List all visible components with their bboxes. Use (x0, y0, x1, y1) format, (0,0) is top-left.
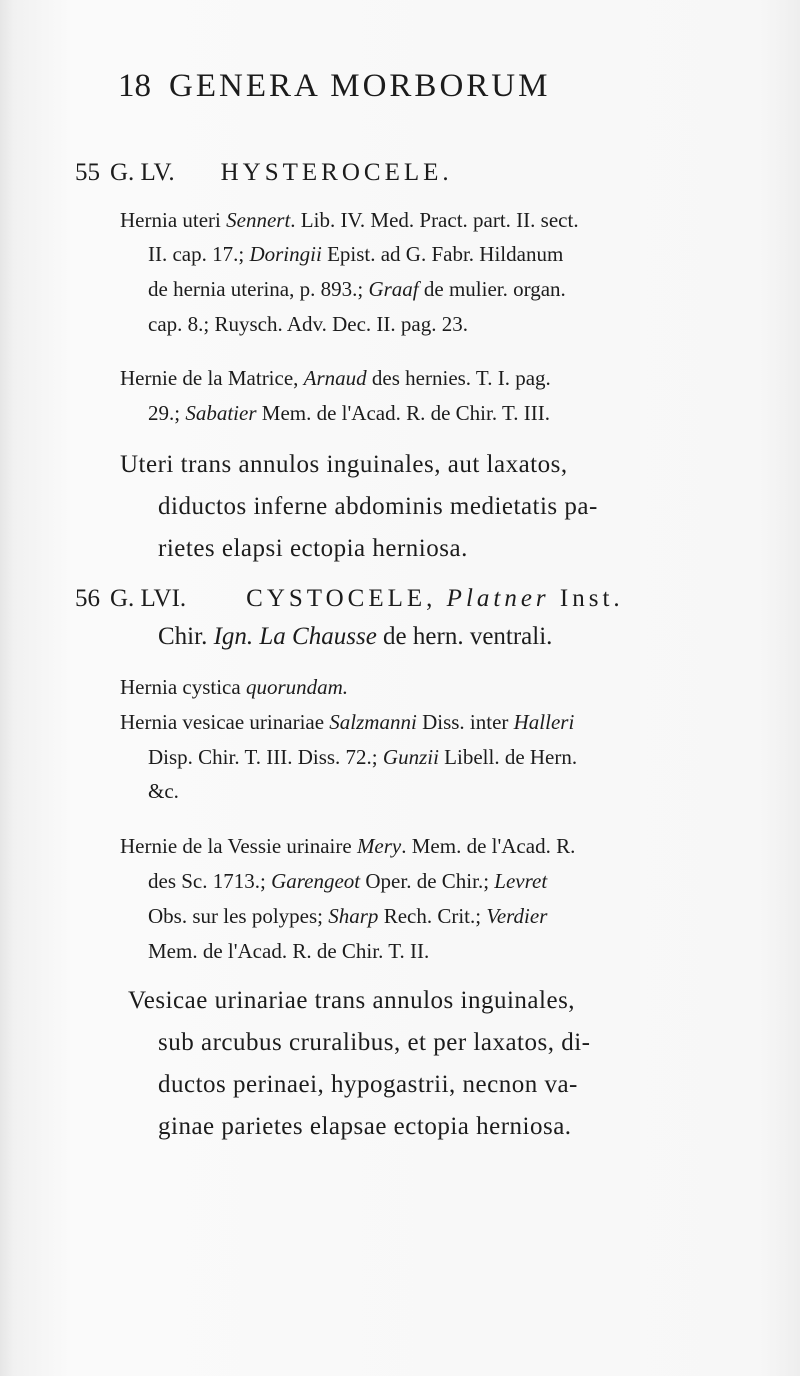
italic-citation: Sennert (226, 208, 291, 232)
italic-citation: Arnaud (303, 366, 367, 390)
synonym-line: II. cap. 17.; Doringii Epist. ad G. Fabr. Hildanum (148, 242, 564, 266)
italic-citation: Ign. La Chausse (213, 623, 377, 650)
synonym-line: &c. (148, 779, 179, 803)
definition-line: diductos inferne abdominis medietatis pa- (158, 493, 598, 520)
genus-name: HYSTEROCELE. (220, 159, 453, 186)
definition-line: ginae parietes elapsae ectopia herniosa. (158, 1113, 572, 1140)
genus-56-heading (75, 586, 624, 611)
italic-citation: Platner (446, 585, 550, 612)
genus-name-continuation: Chir. Ign. La Chausse de hern. ventrali. (158, 623, 553, 650)
synonym-line: Hernia cystica quorundam. (120, 675, 349, 699)
italic-citation: Doringii (249, 242, 322, 266)
italic-citation: Garengeot (271, 869, 361, 893)
definition-line: rietes elapsi ectopia herniosa. (158, 535, 468, 562)
italic-citation: quorundam. (245, 675, 349, 699)
genus-name: CYSTOCELE, Platner Inst. (246, 585, 624, 612)
definition-line: Vesicae urinariae trans annulos inguinales, (128, 987, 576, 1014)
definition-line: sub arcubus cruralibus, et per laxatos, di- (158, 1029, 591, 1056)
definition-line: ductos perinaei, hypogastrii, necnon va- (158, 1071, 578, 1098)
synonym-line: des Sc. 1713.; Garengeot Oper. de Chir.; Levret (148, 869, 548, 893)
synonym-line: Hernie de la Vessie urinaire Mery. Mem. de l'Acad. R. (120, 834, 576, 858)
synonym-line: Hernie de la Matrice, Arnaud des hernies. T. I. pag. (120, 366, 551, 390)
definition-line: Uteri trans annulos inguinales, aut laxatos, (120, 451, 568, 478)
italic-citation: Mery (356, 834, 402, 858)
italic-citation: Sabatier (185, 401, 257, 425)
synonym-line: Obs. sur les polypes; Sharp Rech. Crit.; Verdier (148, 904, 548, 928)
genus-55-heading (75, 160, 453, 185)
italic-citation: Verdier (486, 904, 548, 928)
synonym-line: Hernia uteri Sennert. Lib. IV. Med. Pract. part. II. sect. (120, 208, 579, 232)
italic-citation: Salzmanni (329, 710, 417, 734)
genus-number: 55 (75, 159, 100, 186)
synonym-line: Mem. de l'Acad. R. de Chir. T. II. (148, 939, 430, 963)
synonym-line: Disp. Chir. T. III. Diss. 72.; Gunzii Libell. de Hern. (148, 745, 578, 769)
synonym-line: de hernia uterina, p. 893.; Graaf de mulier. organ. (148, 277, 566, 301)
italic-citation: Sharp (328, 904, 379, 928)
running-title: GENERA MORBORUM (169, 68, 551, 104)
running-header (118, 70, 550, 103)
italic-citation: Levret (494, 869, 548, 893)
genus-label: G. LV. (110, 159, 175, 186)
italic-citation: Halleri (513, 710, 575, 734)
synonym-line: Hernia vesicae urinariae Salzmanni Diss. inter Halleri (120, 710, 575, 734)
italic-citation: Gunzii (382, 745, 439, 769)
synonym-line: 29.; Sabatier Mem. de l'Acad. R. de Chir. T. III. (148, 401, 550, 425)
synonym-line: cap. 8.; Ruysch. Adv. Dec. II. pag. 23. (148, 312, 468, 336)
page-number: 18 (118, 68, 151, 104)
genus-number: 56 (75, 585, 100, 612)
genus-label: G. LVI. (110, 585, 187, 612)
italic-citation: Graaf (368, 277, 419, 301)
